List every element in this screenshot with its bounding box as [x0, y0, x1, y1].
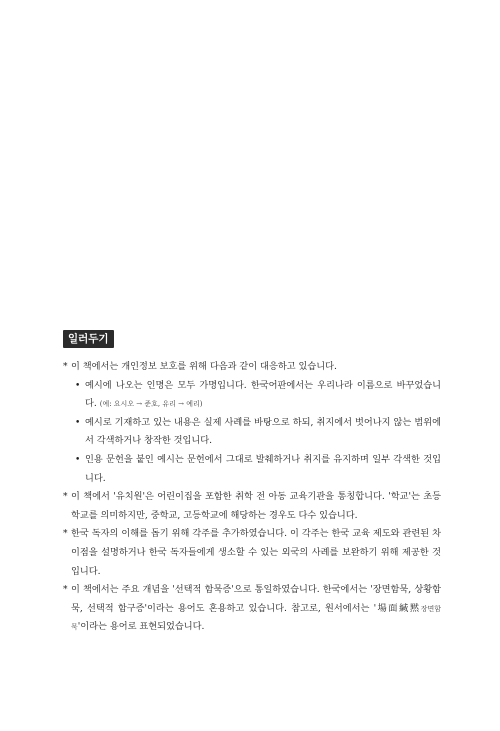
- name-example: (예: 요시오 → 준호, 유리 → 예리): [99, 400, 203, 409]
- notice-item-privacy: [63, 358, 441, 377]
- sub-item-text: 예시로 기재하고 있는 내용은 실제 사례를 바탕으로 하되, 취지에서 벗어나지 않는 범위에서 각색하거나 창작한 것입니다.: [85, 416, 441, 447]
- notice-section: [63, 327, 441, 637]
- sub-item-citations: [63, 451, 441, 488]
- hanja-term: 場面緘黙: [376, 602, 421, 614]
- asterisk-mark: *: [63, 492, 68, 503]
- bullet-dot: •: [75, 380, 81, 391]
- notice-badge: 일러두기: [63, 330, 114, 348]
- notice-item-footnotes: [63, 525, 441, 581]
- sub-item-names: [63, 377, 441, 414]
- notice-item-kindergarten: [63, 488, 441, 525]
- bullet-dot: •: [75, 454, 81, 465]
- notice-list: [63, 358, 441, 637]
- hanja-reading: 장면함묵: [71, 604, 441, 632]
- notice-item-text-end: '이라는 용어로 표현되었습니다.: [77, 621, 205, 633]
- bullet-dot: •: [75, 417, 81, 428]
- sub-item-cases: [63, 414, 441, 451]
- notice-item-text: 이 책에서는 주요 개념을 '선택적 함묵증'으로 통일하였습니다. 한국에서는 '장면함묵, 상황함묵, 선택적 함구증'이라는 용어도 혼용하고 있습니다. 참고로, 원서에서는 ': [71, 584, 441, 614]
- notice-item-text: 이 책에서 '유치원'은 어린이집을 포함한 취학 전 아동 교육기관을 통칭합니다. '학교'는 초등학교를 의미하지만, 중학교, 고등학교에 해당하는 경우도 다수 있습니다.: [71, 491, 441, 521]
- notice-item-text: 한국 독자의 이해를 돕기 위해 각주를 추가하였습니다. 이 각주는 한국 교육 제도와 관련된 차이점을 설명하거나 한국 독자들에게 생소할 수 있는 외국의 사례를 보완하기 위해 제공한 것입니다.: [71, 528, 441, 577]
- asterisk-mark: *: [63, 362, 68, 372]
- asterisk-mark: *: [63, 529, 68, 540]
- sub-item-text: 인용 문헌을 붙인 예시는 문헌에서 그대로 발췌하거나 취지를 유지하며 일부 각색한 것입니다.: [85, 453, 441, 484]
- sub-item-text: 예시에 나오는 인명은 모두 가명입니다. 한국어판에서는 우리나라 이름으로 바꾸었습니다.: [85, 379, 441, 410]
- notice-item-text: 이 책에서는 개인정보 보호를 위해 다음과 같이 대응하고 있습니다.: [71, 361, 337, 372]
- notice-item-terminology: [63, 581, 441, 637]
- asterisk-mark: *: [63, 585, 68, 596]
